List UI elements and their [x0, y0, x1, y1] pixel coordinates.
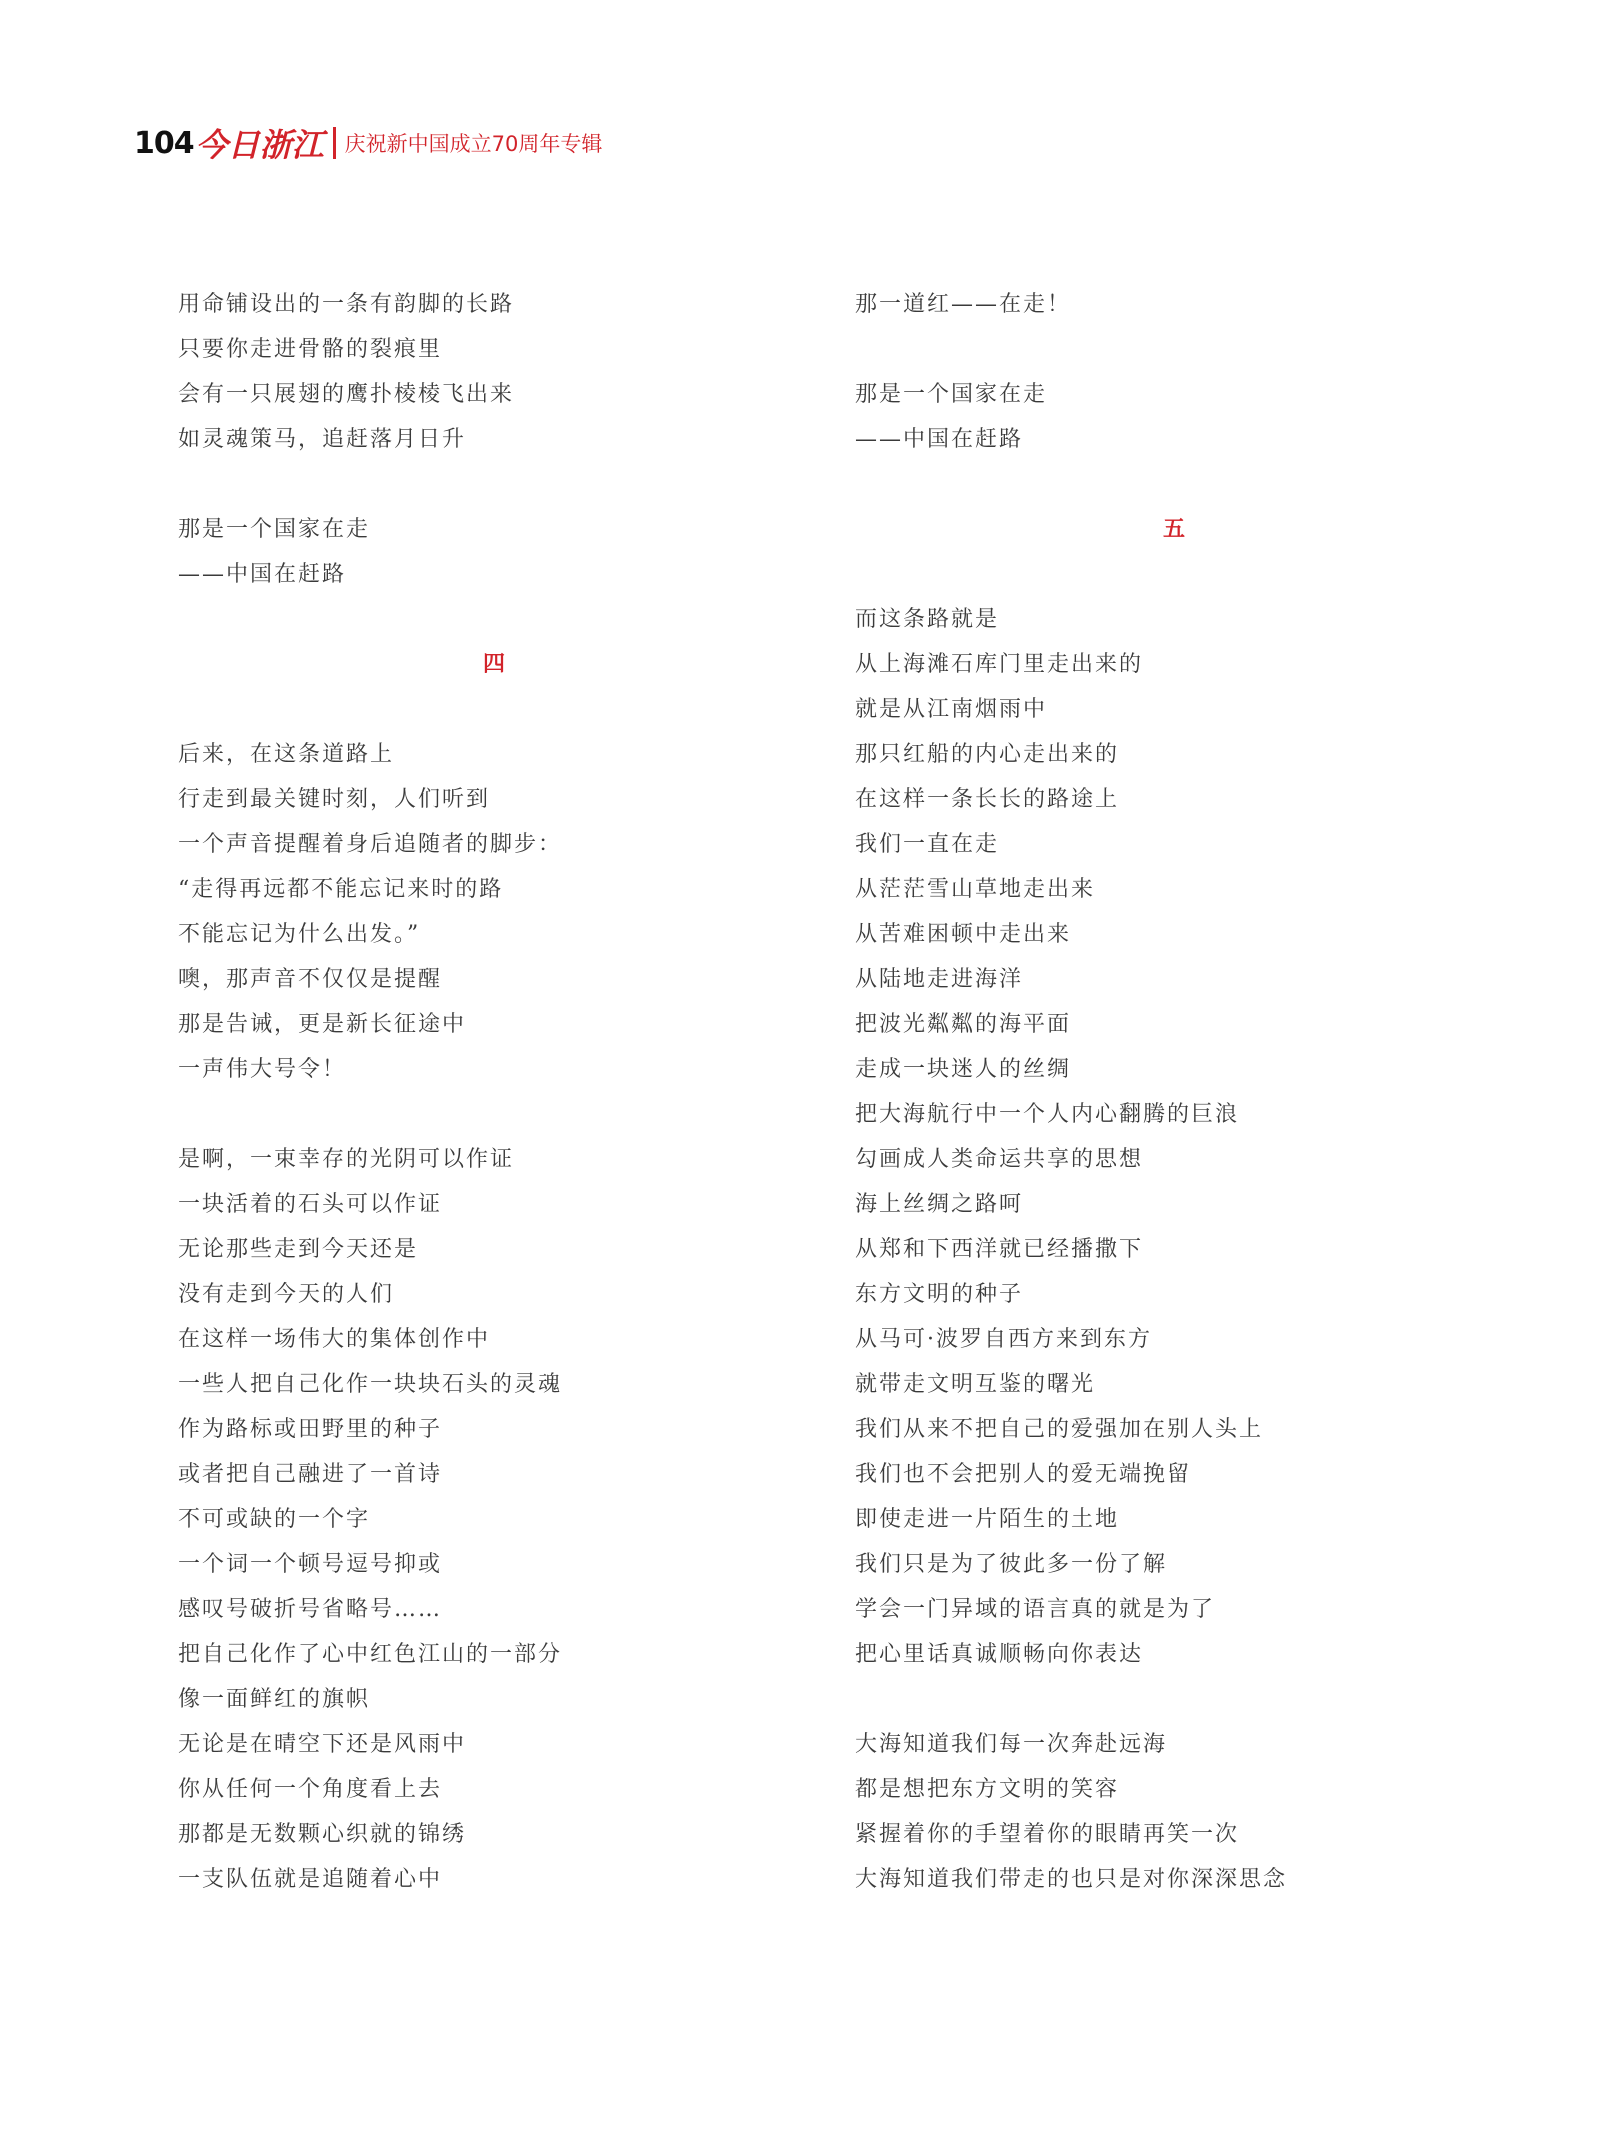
poem-line: 我们一直在走 — [855, 832, 1000, 857]
section-number-four: 四 — [483, 651, 506, 677]
poem-line: 紧握着你的手望着你的眼睛再笑一次 — [855, 1822, 1240, 1847]
poem-line: 海上丝绸之路呵 — [855, 1192, 1024, 1217]
poem-stanza — [178, 507, 878, 597]
poem-line: 不能忘记为什么出发。” — [178, 922, 421, 947]
poem-line: 学会一门异域的语言真的就是为了 — [855, 1597, 1216, 1622]
poem-line: 从郑和下西洋就已经播撒下 — [855, 1237, 1144, 1262]
poem-line: 感叹号破折号省略号…… — [178, 1597, 443, 1622]
poem-line: 或者把自己融进了一首诗 — [178, 1462, 443, 1487]
poem-line: 那都是无数颗心织就的锦绣 — [178, 1822, 467, 1847]
poem-line: 把大海航行中一个人内心翻腾的巨浪 — [855, 1102, 1240, 1127]
poem-line: 那只红船的内心走出来的 — [855, 742, 1120, 767]
poem-line: 无论那些走到今天还是 — [178, 1237, 419, 1262]
poem-line: 从陆地走进海洋 — [855, 967, 1024, 992]
poem-line: 我们也不会把别人的爱无端挽留 — [855, 1462, 1192, 1487]
poem-line: 噢，那声音不仅仅是提醒 — [178, 967, 443, 992]
poem-line: 走成一块迷人的丝绸 — [855, 1057, 1072, 1082]
poem-stanza — [855, 282, 1555, 327]
poem-line: 把波光粼粼的海平面 — [855, 1012, 1072, 1037]
right-text-column — [855, 282, 1555, 1902]
poem-line: 一块活着的石头可以作证 — [178, 1192, 443, 1217]
stanza-gap — [855, 1677, 1555, 1722]
poem-stanza — [178, 282, 878, 462]
section-number-five: 五 — [1163, 516, 1186, 542]
poem-line: 大海知道我们每一次奔赴远海 — [855, 1732, 1168, 1757]
poem-stanza — [178, 1137, 878, 1902]
poem-line: 即使走进一片陌生的土地 — [855, 1507, 1120, 1532]
page-number: 104 — [134, 125, 194, 161]
poem-stanza — [855, 1722, 1555, 1902]
poem-line: 那是一个国家在走 — [178, 517, 371, 542]
poem-line: 像一面鲜红的旗帜 — [178, 1687, 371, 1712]
poem-line: 从茫茫雪山草地走出来 — [855, 877, 1096, 902]
poem-line: 那是告诫，更是新长征途中 — [178, 1012, 467, 1037]
poem-line: 一支队伍就是追随着心中 — [178, 1867, 443, 1892]
poem-stanza — [855, 597, 1555, 1677]
stanza-gap — [855, 327, 1555, 372]
poem-stanza — [178, 732, 878, 1092]
poem-line: 在这样一条长长的路途上 — [855, 787, 1120, 812]
poem-line: 大海知道我们带走的也只是对你深深思念 — [855, 1867, 1288, 1892]
poem-line: 我们从来不把自己的爱强加在别人头上 — [855, 1417, 1264, 1442]
poem-line: 无论是在晴空下还是风雨中 — [178, 1732, 467, 1757]
poem-line: 用命铺设出的一条有韵脚的长路 — [178, 292, 515, 317]
poem-line: 一个词一个顿号逗号抑或 — [178, 1552, 443, 1577]
poem-line: 行走到最关键时刻，人们听到 — [178, 787, 491, 812]
poem-line: 如灵魂策马，追赶落月日升 — [178, 427, 467, 452]
poem-line: 是啊，一束幸存的光阴可以作证 — [178, 1147, 515, 1172]
poem-line: 东方文明的种子 — [855, 1282, 1024, 1307]
poem-line: 一声伟大号令！ — [178, 1057, 347, 1082]
poem-line: “走得再远都不能忘记来时的路 — [178, 877, 504, 902]
poem-line: 从马可·波罗自西方来到东方 — [855, 1327, 1152, 1352]
poem-line: 没有走到今天的人们 — [178, 1282, 395, 1307]
poem-line: 那一道红——在走！ — [855, 292, 1072, 317]
stanza-gap — [178, 1092, 878, 1137]
poem-line: 在这样一场伟大的集体创作中 — [178, 1327, 491, 1352]
poem-line: 一个声音提醒着身后追随者的脚步： — [178, 832, 563, 857]
header-divider — [333, 127, 336, 159]
poem-line: 从苦难困顿中走出来 — [855, 922, 1072, 947]
poem-line: 从上海滩石库门里走出来的 — [855, 652, 1144, 677]
poem-line: ——中国在赶路 — [855, 427, 1024, 452]
poem-line: 后来，在这条道路上 — [178, 742, 395, 767]
poem-line: 那是一个国家在走 — [855, 382, 1048, 407]
left-text-column — [178, 282, 878, 1902]
poem-line: 把自己化作了心中红色江山的一部分 — [178, 1642, 563, 1667]
column-title: 庆祝新中国成立70周年专辑 — [344, 132, 603, 156]
stanza-gap — [178, 687, 878, 732]
poem-line: 把心里话真诚顺畅向你表达 — [855, 1642, 1144, 1667]
poem-stanza — [855, 372, 1555, 462]
poem-line: 我们只是为了彼此多一份了解 — [855, 1552, 1168, 1577]
poem-line: 会有一只展翅的鹰扑棱棱飞出来 — [178, 382, 515, 407]
poem-line: 不可或缺的一个字 — [178, 1507, 371, 1532]
stanza-gap — [178, 597, 878, 642]
magazine-logo: 今日浙江 — [195, 126, 324, 164]
stanza-gap — [855, 462, 1555, 507]
poem-line: 勾画成人类命运共享的思想 — [855, 1147, 1144, 1172]
stanza-gap — [178, 462, 878, 507]
poem-line: 一些人把自己化作一块块石头的灵魂 — [178, 1372, 563, 1397]
poem-line: 就带走文明互鉴的曙光 — [855, 1372, 1096, 1397]
poem-line: 只要你走进骨骼的裂痕里 — [178, 337, 443, 362]
poem-line: 而这条路就是 — [855, 607, 1000, 632]
page-header — [134, 120, 602, 166]
poem-line: ——中国在赶路 — [178, 562, 347, 587]
poem-line: 你从任何一个角度看上去 — [178, 1777, 443, 1802]
poem-line: 都是想把东方文明的笑容 — [855, 1777, 1120, 1802]
stanza-gap — [855, 552, 1555, 597]
poem-line: 作为路标或田野里的种子 — [178, 1417, 443, 1442]
poem-line: 就是从江南烟雨中 — [855, 697, 1048, 722]
